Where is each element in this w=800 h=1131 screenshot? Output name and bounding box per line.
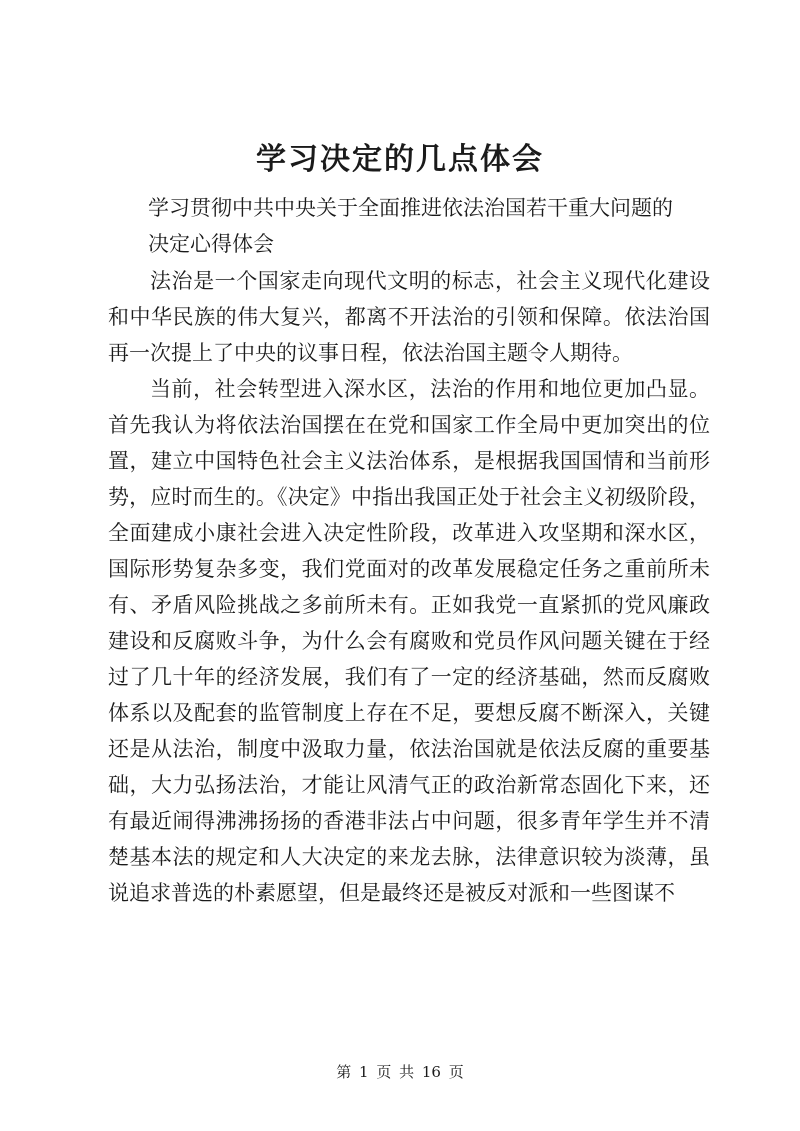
document-subtitle [148,190,748,262]
body-paragraph: 法治是一个国家走向现代文明的标志，社会主义现代化建设和中华民族的伟大复兴，都离不开法治的引领和保障。依法治国再一次提上了中央的议事日程，依法治国主题令人期待。 [108,269,710,365]
page-footer: 第 1 页 共 16 页 [336,1063,464,1081]
subtitle-line: 决定心得体会 [148,232,274,256]
body-paragraph: 当前，社会转型进入深水区，法治的作用和地位更加凸显。首先我认为将依法治国摆在在党和国家工作全局中更加突出的位置，建立中国特色社会主义法治体系，是根据我国国情和当前形势，应时而生的。《决定》中指出我国正处于社会主义初级阶段，全面建成小康社会进入决定性阶段，改革进入攻坚期和深水区，国际形势复杂多变，我们党面对的改革发展稳定任务之重前所未有、矛盾风险挑战之多前所未有。正如我党一直紧抓的党风廉政建设和反腐败斗争，为什么会有腐败和党员作风问题关键在于经过了几十年的经济发展，我们有了一定的经济基础，然而反腐败体系以及配套的监管制度上存在不足，要想反腐不断深入，关键还是从法治，制度中汲取力量，依法治国就是依法反腐的重要基础，大力弘扬法治，才能让风清气正的政治新常态固化下来，还有最近闹得沸沸扬扬的香港非法占中问题，很多青年学生并不清楚基本法的规定和人大决定的来龙去脉，法律意识较为淡薄，虽说追求普选的朴素愿望，但是最终还是被反对派和一些图谋不 [108,377,710,905]
document-title: 学习决定的几点体会 [256,142,544,177]
subtitle-line: 学习贯彻中共中央关于全面推进依法治国若干重大问题的 [148,196,673,220]
document-body [108,263,710,911]
